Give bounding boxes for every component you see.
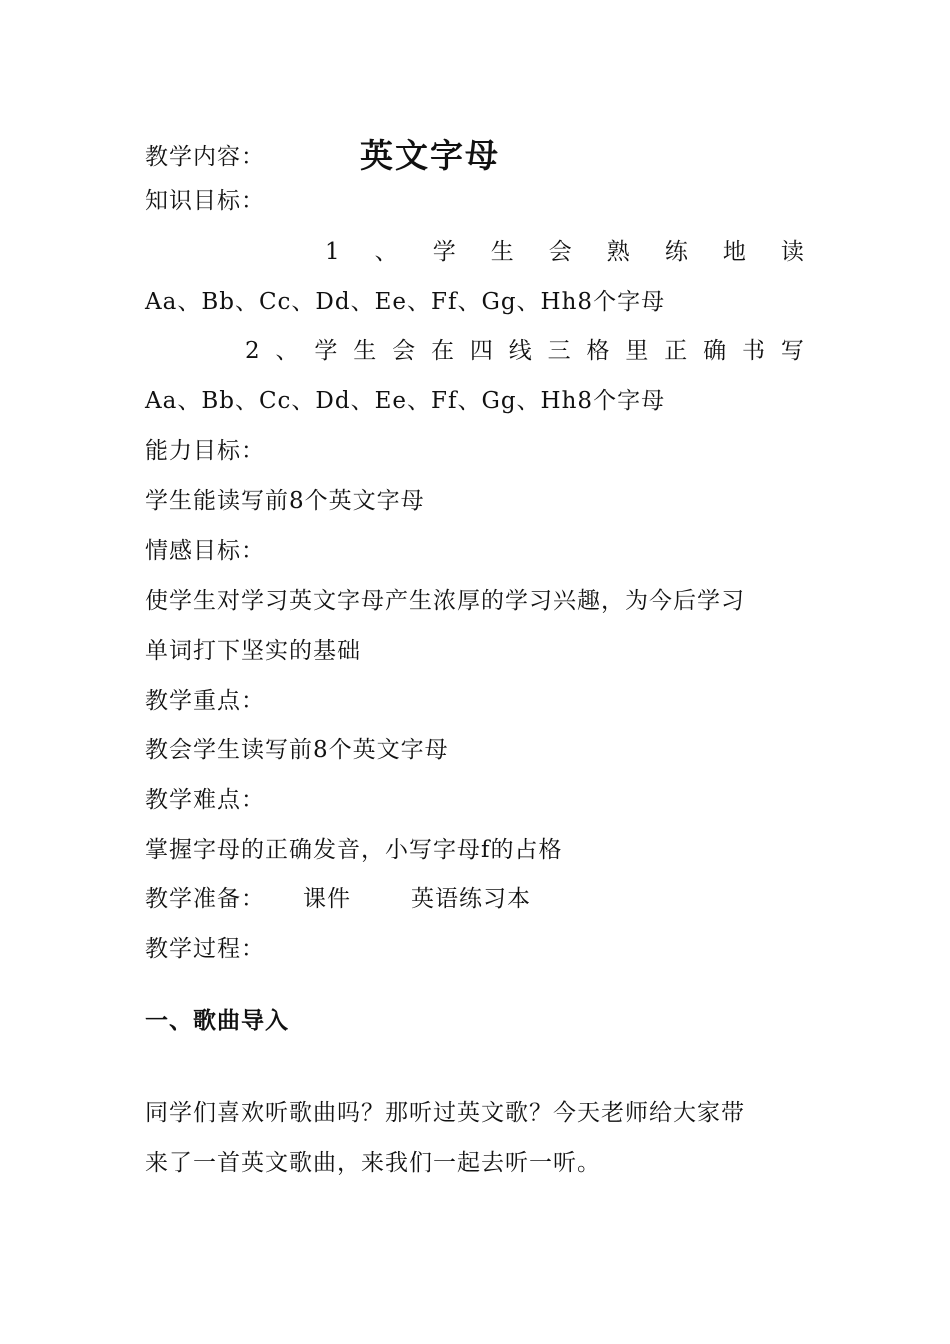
prep-item-workbook: 英语练习本	[411, 886, 531, 912]
goal-1-char: 生	[490, 239, 515, 265]
goal-1-char: 会	[548, 239, 573, 265]
goal-2-line	[245, 336, 805, 366]
goal-1-char: 熟	[606, 239, 631, 265]
goal-1-char: 地	[722, 239, 747, 265]
emotion-text-line-2: 单词打下坚实的基础	[145, 638, 361, 664]
goal-1-char: 读	[780, 239, 805, 265]
goal-2-char: 2	[245, 338, 261, 364]
goal-2-char: 在	[431, 338, 456, 364]
goal-2-char: 确	[703, 338, 728, 364]
goal-2-char: 书	[742, 338, 767, 364]
goal-2-char: 四	[469, 338, 494, 364]
goal-1-line	[325, 237, 805, 267]
prep-line	[145, 884, 805, 914]
section-1-heading: 一、歌曲导入	[145, 1008, 289, 1034]
difficulty-label: 教学难点：	[145, 787, 265, 813]
process-label: 教学过程：	[145, 936, 265, 962]
difficulty-text: 掌握字母的正确发音，小写字母f的占格	[145, 837, 563, 863]
knowledge-label: 知识目标：	[145, 188, 265, 214]
goal-2-char: 格	[586, 338, 611, 364]
key-point-text: 教会学生读写前8个英文字母	[145, 737, 449, 763]
prep-item-courseware: 课件	[303, 886, 351, 912]
goal-2-char: 、	[275, 338, 300, 364]
goal-2-char: 写	[780, 338, 805, 364]
ability-label: 能力目标：	[145, 438, 265, 464]
emotion-label: 情感目标：	[145, 538, 265, 564]
goal-1-char: 、	[374, 239, 399, 265]
key-point-label: 教学重点：	[145, 688, 265, 714]
goal-2-char: 三	[547, 338, 572, 364]
goal-2-char: 会	[392, 338, 417, 364]
goal-2-char: 线	[508, 338, 533, 364]
goal-2-char: 生	[353, 338, 378, 364]
goal-2-char: 里	[625, 338, 650, 364]
ability-text: 学生能读写前8个英文字母	[145, 488, 425, 514]
goal-1-char: 练	[664, 239, 689, 265]
goal-1-char: 学	[432, 239, 457, 265]
goal-1-char: 1	[325, 239, 341, 265]
prep-label: 教学准备：	[145, 886, 265, 912]
lesson-title: 英文字母	[360, 136, 500, 175]
section-1-text-line-2: 来了一首英文歌曲，来我们一起去听一听。	[145, 1150, 601, 1176]
goal-2-char: 学	[314, 338, 339, 364]
content-label: 教学内容：	[145, 144, 265, 170]
goal-2-continuation: Aa、Bb、Cc、Dd、Ee、Ff、Gg、Hh8个字母	[145, 388, 666, 414]
goal-2-char: 正	[664, 338, 689, 364]
emotion-text-line-1: 使学生对学习英文字母产生浓厚的学习兴趣，为今后学习	[145, 588, 745, 614]
content-line	[145, 136, 805, 175]
goal-1-continuation: Aa、Bb、Cc、Dd、Ee、Ff、Gg、Hh8个字母	[145, 289, 666, 315]
section-1-text-line-1: 同学们喜欢听歌曲吗？那听过英文歌？今天老师给大家带	[145, 1100, 745, 1126]
